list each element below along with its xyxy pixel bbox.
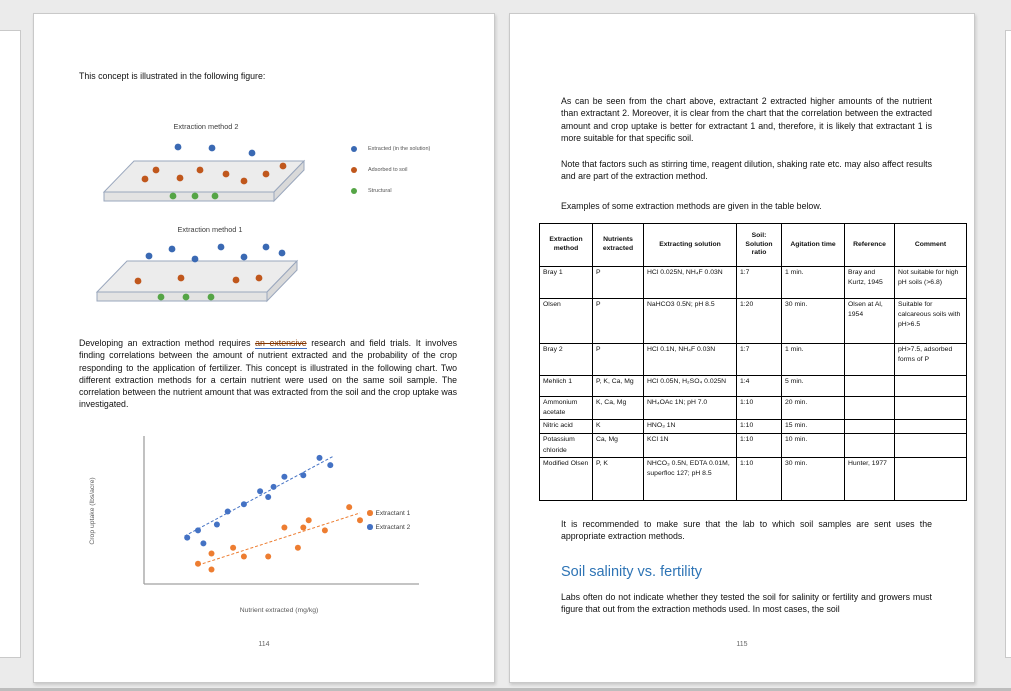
column-header: Reference	[845, 224, 895, 267]
data-point	[209, 567, 215, 573]
data-point	[230, 545, 236, 551]
green-particle-dot	[192, 193, 199, 200]
table-cell: 1:10	[737, 397, 782, 420]
adjacent-page-edge-left	[0, 30, 21, 658]
figure-legend-item	[351, 166, 430, 174]
paragraph-note: Note that factors such as stirring time, reagent dilution, shaking rate etc. may also affect results and are part of the extraction method.	[561, 159, 932, 182]
intro-paragraph: This concept is illustrated in the following figure:	[79, 71, 266, 81]
orange-particle-dot	[233, 277, 240, 284]
data-point	[306, 517, 312, 523]
data-point	[295, 545, 301, 551]
data-point	[214, 522, 220, 528]
blue-particle-dot	[169, 246, 176, 253]
orange-particle-dot	[142, 176, 149, 183]
orange-particle-dot	[178, 275, 185, 282]
table-cell	[895, 376, 967, 397]
figure-legend	[351, 145, 430, 208]
green-particle-dot	[183, 294, 190, 301]
legend-marker-icon	[351, 188, 357, 194]
green-particle-dot	[158, 294, 165, 301]
data-point	[257, 488, 263, 494]
document-page-right[interactable]	[509, 13, 975, 683]
table-cell: 10 min.	[782, 434, 845, 457]
column-header: Comment	[895, 224, 967, 267]
adjacent-page-edge-right	[1005, 30, 1011, 658]
orange-particle-dot	[263, 171, 270, 178]
column-header: Nutrients extracted	[593, 224, 644, 267]
blue-particle-dot	[249, 150, 256, 157]
data-point	[265, 494, 271, 500]
data-point	[265, 553, 271, 559]
chart-legend-item	[367, 509, 410, 517]
table-cell: 30 min.	[782, 299, 845, 344]
blue-particle-dot	[241, 254, 248, 261]
table-cell: Hunter, 1977	[845, 457, 895, 500]
table-row	[540, 457, 967, 500]
section-heading-soil-salinity: Soil salinity vs. fertility	[561, 564, 703, 580]
table-cell: Mehlich 1	[540, 376, 593, 397]
table-cell: 1:10	[737, 457, 782, 500]
chart-legend	[367, 509, 410, 537]
legend-label: Adsorbed to soil	[368, 167, 408, 173]
slab-top-face	[97, 261, 297, 292]
table-cell: K, Ca, Mg	[593, 397, 644, 420]
table-cell: P, K, Ca, Mg	[593, 376, 644, 397]
table-cell: Bray and Kurtz, 1945	[845, 267, 895, 299]
table-cell	[845, 344, 895, 376]
legend-marker-icon	[367, 510, 373, 516]
table-cell	[845, 420, 895, 434]
extraction-table-body	[540, 267, 967, 501]
table-cell: Not suitable for high pH soils (>6.8)	[895, 267, 967, 299]
table-cell: HCl 0.1N, NH₄F 0.03N	[644, 344, 737, 376]
legend-marker-icon	[351, 146, 357, 152]
table-cell: Olsen	[540, 299, 593, 344]
blue-particle-dot	[263, 244, 270, 251]
blue-particle-dot	[146, 253, 153, 260]
data-point	[241, 553, 247, 559]
column-header: Extraction method	[540, 224, 593, 267]
slab-front-face	[97, 292, 267, 301]
table-cell: 5 min.	[782, 376, 845, 397]
trendline	[185, 456, 334, 536]
data-point	[195, 561, 201, 567]
main-paragraph	[79, 337, 457, 411]
data-point	[327, 462, 333, 468]
extraction-methods-table	[539, 223, 967, 501]
table-cell: 1:4	[737, 376, 782, 397]
legend-label: Extractant 1	[375, 509, 411, 517]
orange-particle-dot	[280, 163, 287, 170]
paragraph-closing: Labs often do not indicate whether they tested the soil for salinity or fertility and growers must figure that out from the extraction methods used. In most cases, the soil	[561, 592, 932, 615]
paragraph-text: Developing an extraction method requires	[79, 338, 256, 348]
paragraph-chart-discussion: As can be seen from the chart above, extractant 2 extracted higher amounts of the nutrient than extractant 2. Moreover, it is clear from the chart that the correlation between the extracted amount and crop uptake is better for extractant 1 and, therefore, it is likely that extractant 1 is more suitable for that specific soil.	[561, 96, 932, 143]
table-cell: KCl 1N	[644, 434, 737, 457]
table-cell	[895, 420, 967, 434]
table-cell: Ammonium acetate	[540, 397, 593, 420]
blue-particle-dot	[175, 144, 182, 151]
orange-particle-dot	[241, 178, 248, 185]
table-cell: Ca, Mg	[593, 434, 644, 457]
table-cell: 1 min.	[782, 267, 845, 299]
blue-particle-dot	[192, 256, 199, 263]
column-header: Agitation time	[782, 224, 845, 267]
data-point	[346, 504, 352, 510]
data-point	[300, 472, 306, 478]
column-header: Extracting solution	[644, 224, 737, 267]
data-point	[317, 455, 323, 461]
document-page-left[interactable]	[33, 13, 495, 683]
data-point	[281, 524, 287, 530]
page-number: 115	[736, 641, 748, 648]
slab-method2	[101, 140, 313, 218]
paragraph-text: research and field trials. It involves finding correlations between the amount of nutrient extracted and the probability of the crop responding to the application of fertilizer. This concept is illustrated in the following chart. Two different extraction methods for a certain nutrient were used on the same soil sample. The correlation between the nutrient amount that was extracted from the soil and the crop uptake was investigated.	[79, 338, 457, 410]
table-row	[540, 344, 967, 376]
table-cell	[895, 457, 967, 500]
orange-particle-dot	[135, 278, 142, 285]
table-cell: pH>7.5, adsorbed forms of P	[895, 344, 967, 376]
table-cell: 20 min.	[782, 397, 845, 420]
orange-particle-dot	[177, 175, 184, 182]
trendline	[198, 513, 360, 565]
data-point	[281, 474, 287, 480]
table-row	[540, 299, 967, 344]
green-particle-dot	[170, 193, 177, 200]
tracked-deletion-text: an extensive	[255, 338, 307, 348]
legend-label: Structural	[368, 188, 392, 194]
green-particle-dot	[212, 193, 219, 200]
table-cell: HCl 0.05N, H₂SO₄ 0.025N	[644, 376, 737, 397]
table-cell: P	[593, 344, 644, 376]
table-cell: 1:20	[737, 299, 782, 344]
orange-particle-dot	[153, 167, 160, 174]
table-cell: Nitric acid	[540, 420, 593, 434]
table-cell: 1:7	[737, 344, 782, 376]
paragraph-recommendation: It is recommended to make sure that the lab to which soil samples are sent uses the appropriate extraction methods.	[561, 519, 932, 542]
orange-particle-dot	[223, 171, 230, 178]
blue-particle-dot	[218, 244, 225, 251]
figure-legend-item	[351, 145, 430, 153]
paragraph-examples: Examples of some extraction methods are given in the table below.	[561, 201, 822, 211]
table-cell: K	[593, 420, 644, 434]
table-cell: NH₄OAc 1N; pH 7.0	[644, 397, 737, 420]
slab-method1	[94, 240, 306, 318]
slab-top-face	[104, 161, 304, 192]
scatter-plot	[84, 431, 484, 636]
data-point	[200, 540, 206, 546]
table-cell: NHCO₃ 0.5N, EDTA 0.01M, superfloc 127; pH 8.5	[644, 457, 737, 500]
figure-legend-item	[351, 187, 430, 195]
table-cell: 1:10	[737, 434, 782, 457]
table-header	[540, 224, 967, 267]
blue-particle-dot	[279, 250, 286, 257]
blue-particle-dot	[209, 145, 216, 152]
table-cell: 30 min.	[782, 457, 845, 500]
table-cell: P, K	[593, 457, 644, 500]
data-point	[357, 517, 363, 523]
table-cell: HCl 0.025N, NH₄F 0.03N	[644, 267, 737, 299]
table-cell	[845, 434, 895, 457]
data-point	[300, 524, 306, 530]
data-point	[271, 484, 277, 490]
data-point	[209, 551, 215, 557]
figure-title-method1: Extraction method 1	[177, 225, 243, 234]
page-number: 114	[258, 641, 270, 648]
table-cell: HNO₃ 1N	[644, 420, 737, 434]
table-row	[540, 267, 967, 299]
legend-marker-icon	[367, 524, 373, 530]
scatter-chart	[84, 431, 484, 636]
table-cell: 15 min.	[782, 420, 845, 434]
data-point	[322, 527, 328, 533]
table-cell: 1 min.	[782, 344, 845, 376]
figure-title-method2: Extraction method 2	[173, 122, 239, 131]
table-row	[540, 397, 967, 420]
table-cell: Potassium chloride	[540, 434, 593, 457]
table-cell: NaHCO3 0.5N; pH 8.5	[644, 299, 737, 344]
orange-particle-dot	[197, 167, 204, 174]
table-cell	[895, 434, 967, 457]
table-cell	[845, 376, 895, 397]
chart-legend-item	[367, 523, 410, 531]
table-cell	[845, 397, 895, 420]
column-header: Soil: Solution ratio	[737, 224, 782, 267]
y-axis-label: Crop uptake (lbs/acre)	[89, 477, 96, 545]
table-row	[540, 376, 967, 397]
data-point	[225, 509, 231, 515]
data-point	[195, 527, 201, 533]
table-cell: 1:10	[737, 420, 782, 434]
table-cell	[895, 397, 967, 420]
table-cell: Olsen at Al, 1954	[845, 299, 895, 344]
table-row	[540, 434, 967, 457]
table-cell: Suitable for calcareous soils with pH>6.5	[895, 299, 967, 344]
table-row	[540, 420, 967, 434]
table-cell: Modified Olsen	[540, 457, 593, 500]
legend-marker-icon	[351, 167, 357, 173]
data-point	[184, 535, 190, 541]
table-cell: Bray 2	[540, 344, 593, 376]
green-particle-dot	[208, 294, 215, 301]
slab-front-face	[104, 192, 274, 201]
table-cell: P	[593, 299, 644, 344]
orange-particle-dot	[256, 275, 263, 282]
table-cell: 1:7	[737, 267, 782, 299]
x-axis-label: Nutrient extracted (mg/kg)	[239, 607, 319, 614]
legend-label: Extractant 2	[375, 523, 411, 531]
table-header-row	[540, 224, 967, 267]
table-cell: P	[593, 267, 644, 299]
legend-label: Extracted (in the solution)	[368, 146, 431, 152]
data-point	[241, 501, 247, 507]
table-cell: Bray 1	[540, 267, 593, 299]
